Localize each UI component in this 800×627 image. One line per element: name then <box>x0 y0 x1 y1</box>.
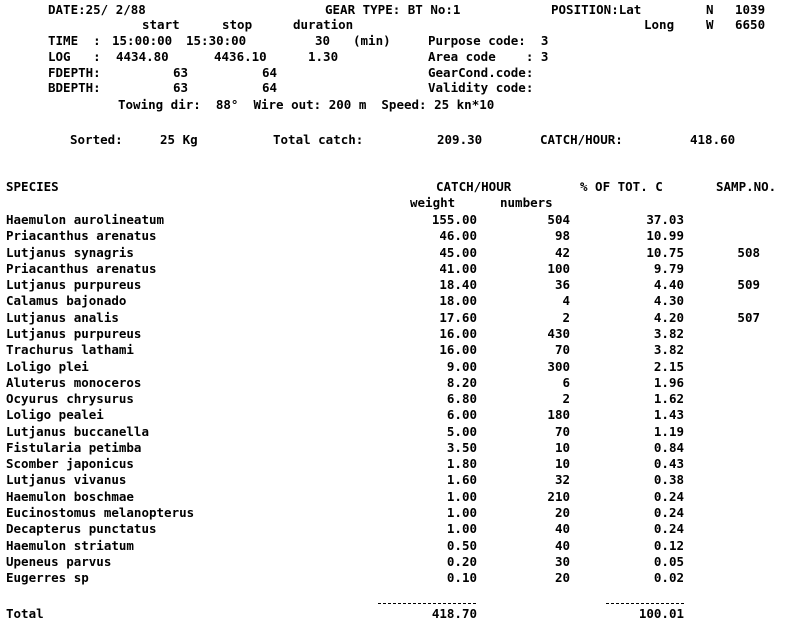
pct-value: 3.82 <box>653 326 684 341</box>
pct-value: 4.20 <box>653 310 684 325</box>
species-name: Lutjanus vivanus <box>6 472 127 487</box>
pct-value: 0.43 <box>653 456 684 471</box>
numbers-value: 40 <box>554 538 570 553</box>
weight-value: 0.20 <box>446 554 477 569</box>
weight-value: 6.80 <box>446 391 477 406</box>
weight-value: 1.00 <box>446 505 477 520</box>
pct-value: 9.79 <box>653 261 684 276</box>
numbers-value: 100 <box>547 261 570 276</box>
fdepth-label: FDEPTH: <box>48 65 101 80</box>
numbers-value: 42 <box>554 245 570 260</box>
pct-value: 1.96 <box>653 375 684 390</box>
species-name: Scomber japonicus <box>6 456 134 471</box>
purpose-code: Purpose code: 3 <box>428 33 549 48</box>
species-name: Lutjanus purpureus <box>6 326 142 341</box>
numbers-value: 2 <box>562 310 570 325</box>
col-start: start <box>142 17 180 32</box>
pct-value: 0.24 <box>653 505 684 520</box>
long-value: 6650 <box>735 17 766 32</box>
towing-line: Towing dir: 88° Wire out: 200 m Speed: 25 kn*10 <box>118 97 495 112</box>
weight-value: 1.00 <box>446 521 477 536</box>
weight-value: 46.00 <box>439 228 477 243</box>
weight-total-rule <box>378 603 476 604</box>
pct-value: 1.62 <box>653 391 684 406</box>
time-start: 15:00:00 <box>112 33 173 48</box>
species-name: Lutjanus purpureus <box>6 277 142 292</box>
weight-value: 0.10 <box>446 570 477 585</box>
species-name: Loligo plei <box>6 359 89 374</box>
weight-value: 9.00 <box>446 359 477 374</box>
weight-header: weight <box>410 195 456 210</box>
gear-type: GEAR TYPE: BT No:1 <box>325 2 461 17</box>
numbers-value: 300 <box>547 359 570 374</box>
species-header: SPECIES <box>6 179 59 194</box>
lat-value: 1039 <box>735 2 766 17</box>
pct-value: 1.43 <box>653 407 684 422</box>
pct-value: 0.24 <box>653 521 684 536</box>
weight-value: 3.50 <box>446 440 477 455</box>
pct-value: 3.82 <box>653 342 684 357</box>
total-catch-value: 209.30 <box>437 132 483 147</box>
long-label: Long <box>644 17 675 32</box>
lat-hemisphere: N <box>706 2 714 17</box>
numbers-value: 40 <box>554 521 570 536</box>
time-label: TIME : <box>48 33 101 48</box>
pct-value: 4.30 <box>653 293 684 308</box>
species-name: Eugerres sp <box>6 570 89 585</box>
samp-no-value: 509 <box>737 277 760 292</box>
species-name: Upeneus parvus <box>6 554 112 569</box>
numbers-value: 180 <box>547 407 570 422</box>
numbers-value: 210 <box>547 489 570 504</box>
species-name: Lutjanus analis <box>6 310 119 325</box>
time-unit: (min) <box>353 33 391 48</box>
total-label: Total <box>6 606 44 621</box>
bdepth-stop: 64 <box>262 80 278 95</box>
col-stop: stop <box>222 17 253 32</box>
species-name: Lutjanus buccanella <box>6 424 149 439</box>
bdepth-label: BDEPTH: <box>48 80 101 95</box>
weight-value: 17.60 <box>439 310 477 325</box>
species-name: Ocyurus chrysurus <box>6 391 134 406</box>
catch-hour-header: CATCH/HOUR <box>436 179 512 194</box>
weight-value: 155.00 <box>431 212 477 227</box>
fdepth-stop: 64 <box>262 65 278 80</box>
samp-no-value: 508 <box>737 245 760 260</box>
numbers-value: 32 <box>554 472 570 487</box>
species-name: Eucinostomus melanopterus <box>6 505 195 520</box>
numbers-value: 2 <box>562 391 570 406</box>
pct-value: 0.12 <box>653 538 684 553</box>
gearcond-code: GearCond.code: <box>428 65 534 80</box>
long-hemisphere: W <box>706 17 714 32</box>
pct-value: 0.24 <box>653 489 684 504</box>
numbers-value: 430 <box>547 326 570 341</box>
weight-value: 0.50 <box>446 538 477 553</box>
species-name: Haemulon boschmae <box>6 489 134 504</box>
bdepth-start: 63 <box>173 80 189 95</box>
numbers-value: 504 <box>547 212 570 227</box>
numbers-value: 30 <box>554 554 570 569</box>
weight-value: 6.00 <box>446 407 477 422</box>
weight-value: 16.00 <box>439 342 477 357</box>
numbers-value: 70 <box>554 424 570 439</box>
weight-value: 45.00 <box>439 245 477 260</box>
species-name: Loligo pealei <box>6 407 104 422</box>
pct-value: 2.15 <box>653 359 684 374</box>
log-start: 4434.80 <box>116 49 169 64</box>
weight-value: 1.00 <box>446 489 477 504</box>
numbers-value: 20 <box>554 570 570 585</box>
date: DATE:25/ 2/88 <box>48 2 146 17</box>
sorted-value: 25 Kg <box>160 132 198 147</box>
weight-value: 8.20 <box>446 375 477 390</box>
weight-value: 16.00 <box>439 326 477 341</box>
weight-value: 5.00 <box>446 424 477 439</box>
catch-hour-value: 418.60 <box>690 132 736 147</box>
fdepth-start: 63 <box>173 65 189 80</box>
numbers-value: 6 <box>562 375 570 390</box>
species-name: Priacanthus arenatus <box>6 261 157 276</box>
pct-value: 1.19 <box>653 424 684 439</box>
numbers-value: 70 <box>554 342 570 357</box>
samp-no-value: 507 <box>737 310 760 325</box>
weight-value: 1.80 <box>446 456 477 471</box>
col-duration: duration <box>293 17 354 32</box>
pct-value: 0.84 <box>653 440 684 455</box>
pct-value: 0.05 <box>653 554 684 569</box>
species-name: Haemulon aurolineatum <box>6 212 165 227</box>
numbers-value: 20 <box>554 505 570 520</box>
pct-value: 4.40 <box>653 277 684 292</box>
species-name: Aluterus monoceros <box>6 375 142 390</box>
catch-hour-label: CATCH/HOUR: <box>540 132 623 147</box>
samp-no-header: SAMP.NO. <box>716 179 777 194</box>
total-pct: 100.01 <box>638 606 684 621</box>
log-label: LOG : <box>48 49 101 64</box>
validity-code: Validity code: <box>428 80 534 95</box>
numbers-value: 36 <box>554 277 570 292</box>
time-stop: 15:30:00 <box>186 33 247 48</box>
area-code: Area code : 3 <box>428 49 549 64</box>
pct-total-rule <box>606 603 684 604</box>
log-stop: 4436.10 <box>214 49 267 64</box>
species-name: Calamus bajonado <box>6 293 127 308</box>
log-duration: 1.30 <box>308 49 339 64</box>
species-name: Decapterus punctatus <box>6 521 157 536</box>
total-weight: 418.70 <box>431 606 477 621</box>
position-label: POSITION:Lat <box>551 2 642 17</box>
numbers-value: 4 <box>562 293 570 308</box>
species-name: Fistularia petimba <box>6 440 142 455</box>
numbers-value: 98 <box>554 228 570 243</box>
species-name: Trachurus lathami <box>6 342 134 357</box>
weight-value: 18.00 <box>439 293 477 308</box>
pct-value: 0.02 <box>653 570 684 585</box>
total-catch-label: Total catch: <box>273 132 364 147</box>
pct-value: 10.75 <box>646 245 684 260</box>
species-name: Priacanthus arenatus <box>6 228 157 243</box>
weight-value: 41.00 <box>439 261 477 276</box>
species-name: Haemulon striatum <box>6 538 134 553</box>
species-name: Lutjanus synagris <box>6 245 134 260</box>
time-duration: 30 <box>315 33 331 48</box>
weight-value: 1.60 <box>446 472 477 487</box>
pct-value: 0.38 <box>653 472 684 487</box>
sorted-label: Sorted: <box>70 132 123 147</box>
numbers-value: 10 <box>554 456 570 471</box>
pct-value: 10.99 <box>646 228 684 243</box>
numbers-value: 10 <box>554 440 570 455</box>
pct-total-header: % OF TOT. C <box>580 179 663 194</box>
pct-value: 37.03 <box>646 212 684 227</box>
weight-value: 18.40 <box>439 277 477 292</box>
numbers-header: numbers <box>500 195 553 210</box>
